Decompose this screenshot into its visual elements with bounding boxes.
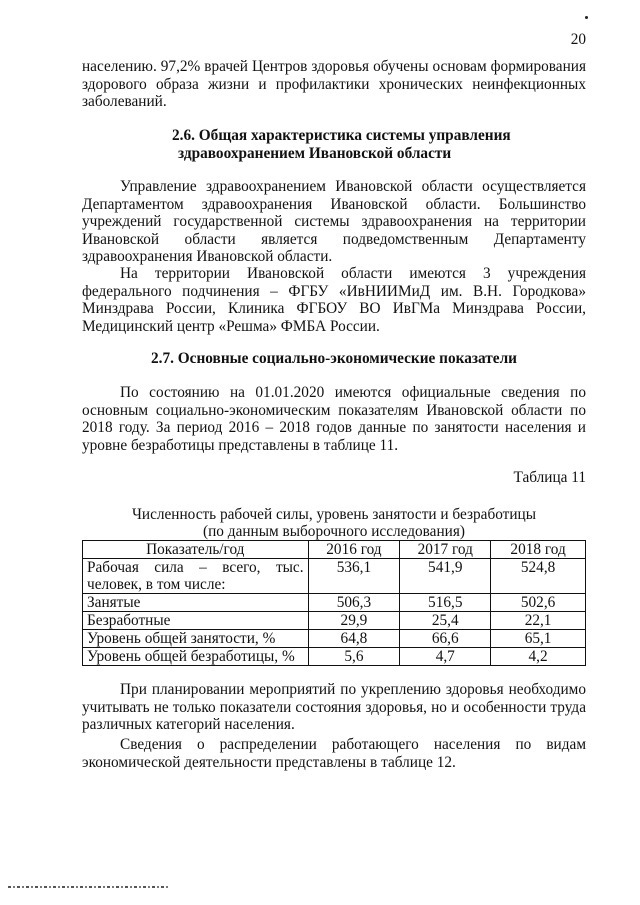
table-label: Таблица 11	[513, 469, 586, 486]
employment-table	[82, 540, 586, 666]
section-2-6-paragraph-1: Управление здравоохранением Ивановской области осуществляется Департаментом здравоохранения Ивановской области. Большинство учреждений государственной системы здравоохранения на территории Ивановской области является подведомственным Департаменту здравоохранения Ивановской области.	[82, 178, 586, 265]
section-2-6-title	[82, 127, 586, 162]
cell: 524,8	[491, 559, 586, 594]
cell: 516,5	[400, 594, 491, 612]
paragraph-top: населению. 97,2% врачей Центров здоровья обучены основам формирования здорового образа жизни и профилактики хронических неинфекционных заболеваний.	[82, 58, 586, 110]
cell: 506,3	[308, 594, 400, 612]
cell: 66,6	[400, 630, 491, 648]
row-label: Занятые	[83, 594, 309, 612]
table-caption	[82, 506, 586, 540]
title-line: 2.6. Общая характеристика системы управления	[172, 127, 511, 144]
header-cell: 2016 год	[308, 541, 400, 559]
cell: 4,2	[491, 648, 586, 666]
section-2-7-title: 2.7. Основные социально-экономические показатели	[151, 350, 517, 367]
table-row	[83, 594, 586, 612]
header-cell: 2017 год	[400, 541, 491, 559]
cell: 25,4	[400, 612, 491, 630]
cell: 502,6	[491, 594, 586, 612]
title-line: здравоохранением Ивановской области	[178, 144, 452, 162]
page-number: 20	[570, 31, 586, 48]
table-header-row	[83, 541, 586, 559]
caption-line: Численность рабочей силы, уровень занятости и безработицы	[131, 506, 537, 523]
table-row	[83, 648, 586, 666]
section-2-7-paragraph-1: По состоянию на 01.01.2020 имеются официальные сведения по основным социально-экономическим показателям Ивановской области по 2018 году. За период 2016 – 2018 годов данные по занятости населения и уровне безработицы представлены в таблице 11.	[82, 384, 586, 454]
cell: 65,1	[491, 630, 586, 648]
table-row	[83, 559, 586, 594]
paragraph-after-table-2: Сведения о распределении работающего населения по видам экономической деятельности представлены в таблице 12.	[82, 736, 586, 771]
cell: 4,7	[400, 648, 491, 666]
header-cell: 2018 год	[491, 541, 586, 559]
table-row	[83, 612, 586, 630]
section-2-6-paragraph-2: На территории Ивановской области имеются 3 учреждения федерального подчинения – ФГБУ «ИвНИИМиД им. В.Н. Городкова» Минздрава России, Клиника ФГБОУ ВО ИвГМа Минздрава России, Медицинский центр «Решма» ФМБА России.	[82, 265, 586, 335]
data-table-wrapper	[82, 540, 586, 666]
scan-artifact	[8, 886, 168, 888]
cell: 22,1	[491, 612, 586, 630]
row-label: Уровень общей безработицы, %	[83, 648, 309, 666]
paragraph-after-table-1: При планировании мероприятий по укреплению здоровья необходимо учитывать не только показатели состояния здоровья, но и особенности труда различных категорий населения.	[82, 681, 586, 733]
caption-line: (по данным выборочного исследования)	[203, 523, 465, 540]
cell: 541,9	[400, 559, 491, 594]
cell: 5,6	[308, 648, 400, 666]
row-label: Рабочая сила – всего, тыс. человек, в том числе:	[83, 559, 309, 594]
cell: 29,9	[308, 612, 400, 630]
cell: 64,8	[308, 630, 400, 648]
cell: 536,1	[308, 559, 400, 594]
scan-speck	[585, 16, 588, 19]
row-label: Уровень общей занятости, %	[83, 630, 309, 648]
header-cell: Показатель/год	[83, 541, 309, 559]
row-label: Безработные	[83, 612, 309, 630]
table-row	[83, 630, 586, 648]
